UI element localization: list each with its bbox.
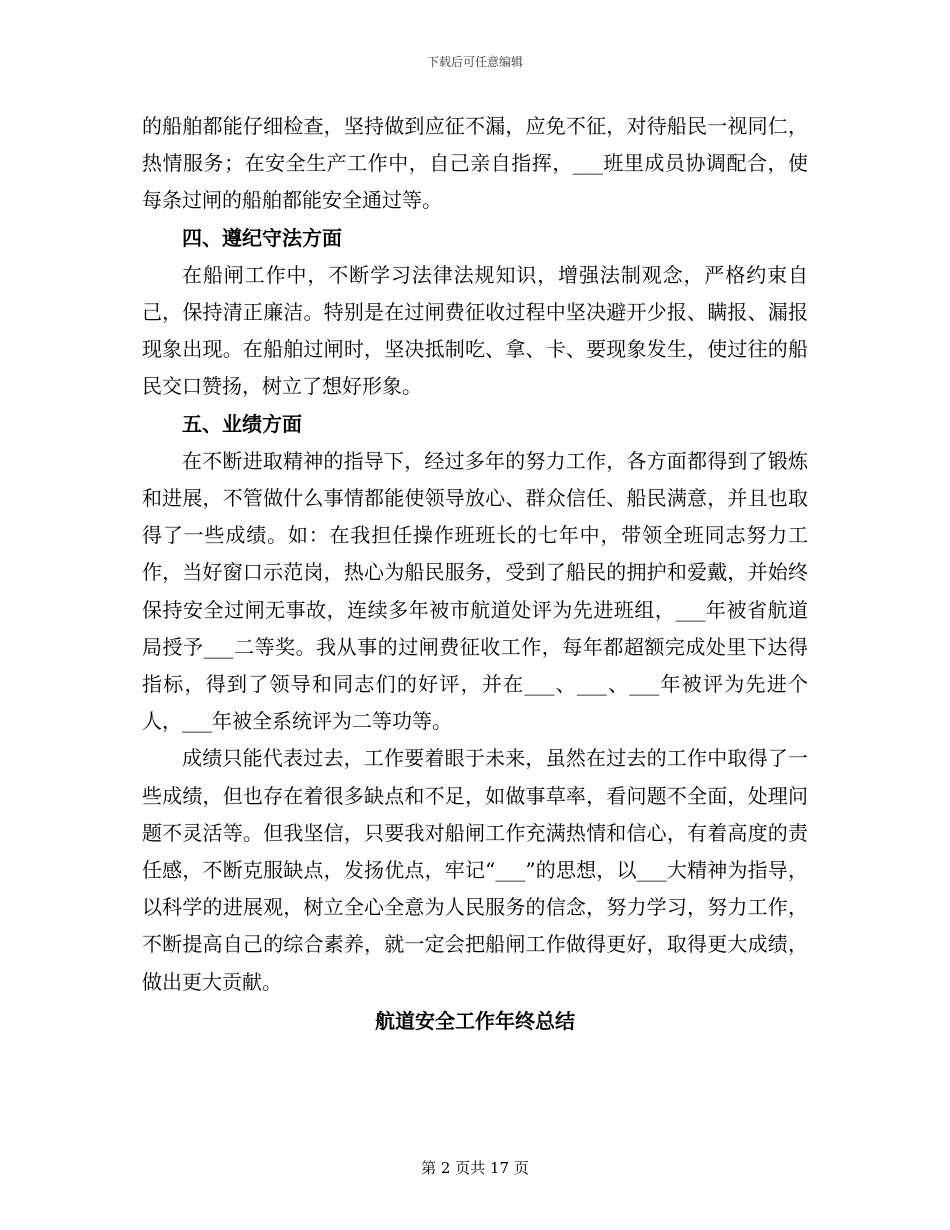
paragraph-discipline: 在船闸工作中，不断学习法律法规知识，增强法制观念，严格约束自己，保持清正廉洁。特别是在过闸费征收过程中坚决避开少报、瞒报、漏报现象出现。在船舶过闸时，坚决抵制吃、拿、卡、要现象发生，使过往的船民交口赞扬，树立了想好形象。: [142, 262, 808, 399]
paragraph-conclusion: 成绩只能代表过去，工作要着眼于未来，虽然在过去的工作中取得了一些成绩，但也存在着很多缺点和不足，如做事草率，看问题不全面，处理问题不灵活等。但我坚信，只要我对船闸工作充满热情和信心，有着高度的责任感，不断克服缺点，发扬优点，牢记“___”的思想，以___大精神为指导，以科学的进展观，树立全心全意为人民服务的信念，努力学习，努力工作，不断提高自己的综合素养，就一定会把船闸工作做得更好，取得更大成绩，做出更大贡献。: [142, 746, 808, 994]
paragraph-performance: 在不断进取精神的指导下，经过多年的努力工作，各方面都得到了锻炼和进展，不管做什么事情都能使领导放心、群众信任、船民满意，并且也取得了一些成绩。如：在我担任操作班班长的七年中，带领全班同志努力工作，当好窗口示范岗，热心为船民服务，受到了船民的拥护和爱戴，并始终保持安全过闸无事故，连续多年被市航道处评为先进班组，___年被省航道局授予___二等奖。我从事的过闸费征收工作，每年都超额完成处里下达得指标，得到了领导和同志们的好评，并在___、___、___年被评为先进个人，___年被全系统评为二等功等。: [142, 448, 808, 734]
page-header: 下载后可任意编辑: [426, 55, 523, 69]
page-footer: 第 2 页共 17 页: [421, 1159, 529, 1177]
section-heading-performance: 五、业绩方面: [182, 411, 302, 436]
section-heading-discipline: 四、遵纪守法方面: [182, 225, 342, 250]
document-body: [142, 108, 808, 1040]
paragraph-continuation: 的船舶都能仔细检查，坚持做到应征不漏，应免不征，对待船民一视同仁，热情服务；在安全生产工作中，自己亲自指挥，___班里成员协调配合，使每条过闸的船舶都能安全通过等。: [142, 114, 808, 213]
document-title: 航道安全工作年终总结: [375, 1008, 575, 1033]
